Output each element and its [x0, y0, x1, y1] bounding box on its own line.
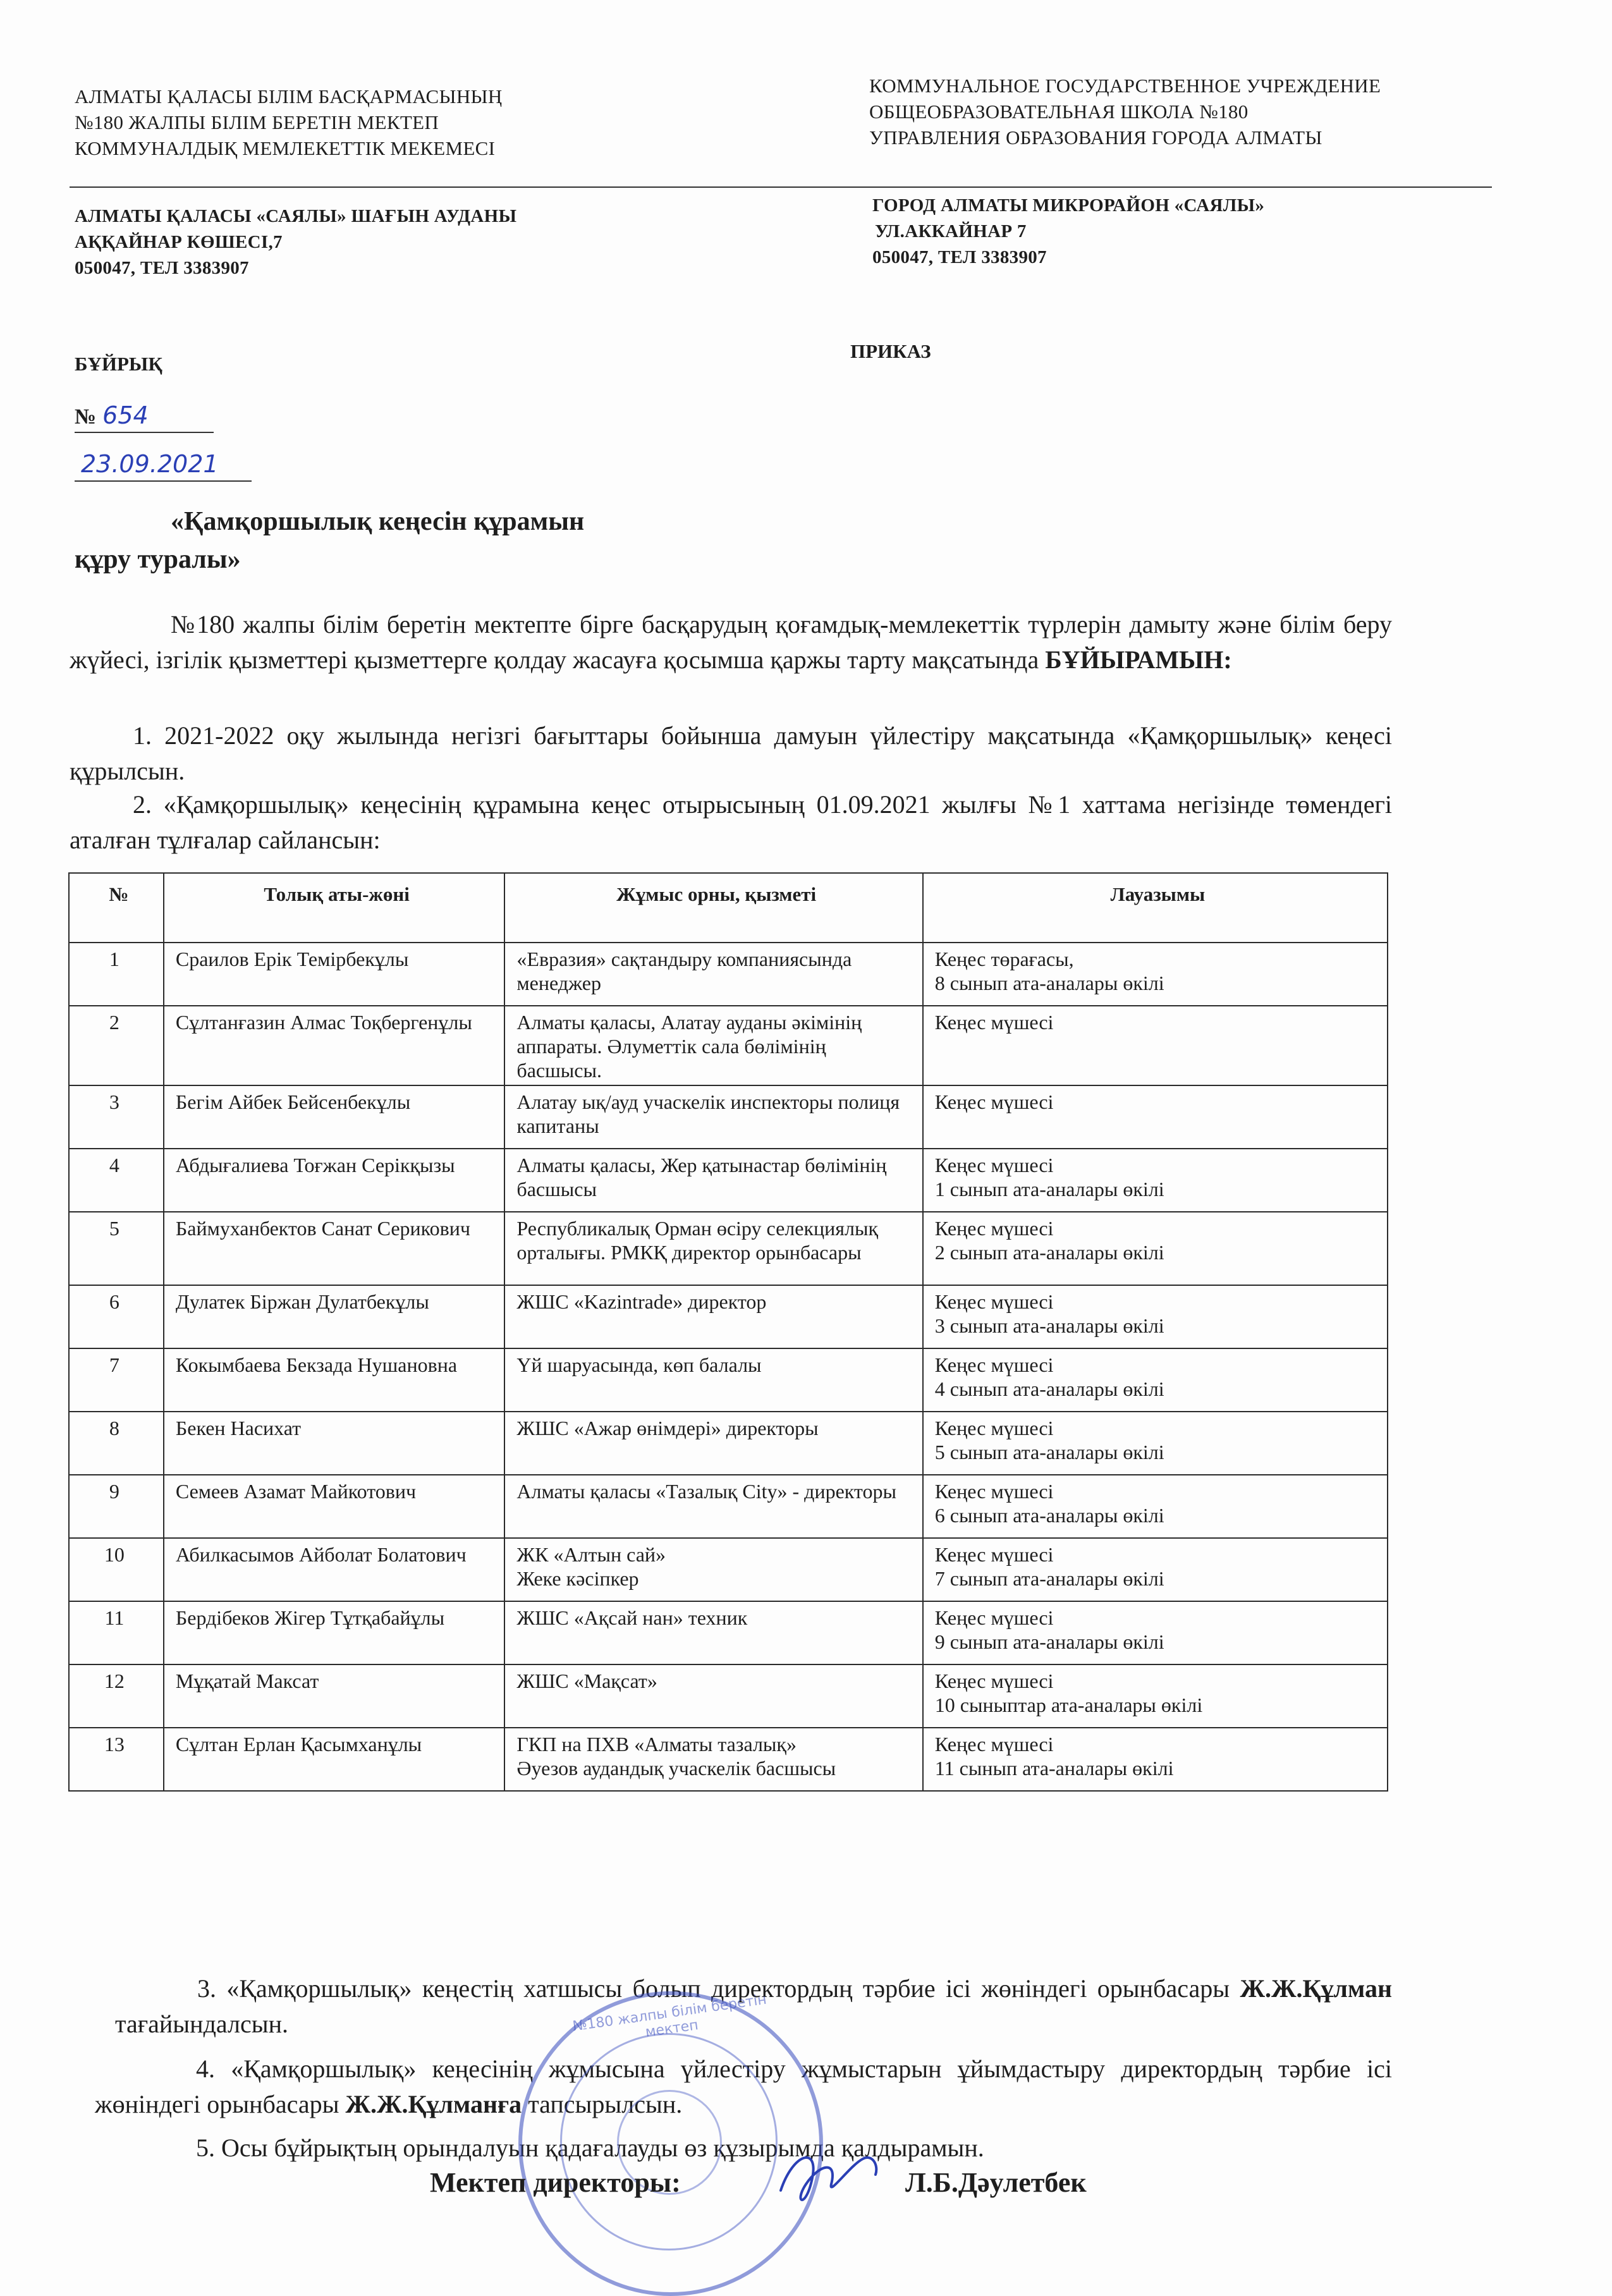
member-position: Кеңес мүшесі 11 сынып ата-аналары өкілі — [923, 1728, 1388, 1791]
member-workplace: ЖШС «Мақсат» — [504, 1664, 922, 1728]
table-row — [69, 1728, 1388, 1791]
row-number: 8 — [69, 1412, 164, 1475]
member-position: Кеңес мүшесі 5 сынып ата-аналары өкілі — [923, 1412, 1388, 1475]
address-right-line-3: 050047, ТЕЛ 3383907 — [872, 247, 1047, 267]
table-row — [69, 1006, 1388, 1085]
order-label-ru: ПРИКАЗ — [850, 340, 931, 362]
member-name: Мұқатай Максат — [164, 1664, 505, 1728]
header-right-line-1: КОММУНАЛЬНОЕ ГОСУДАРСТВЕННОЕ УЧРЕЖДЕНИЕ — [869, 75, 1381, 97]
member-workplace: ЖШС «Ажар өнімдері» директоры — [504, 1412, 922, 1475]
address-right — [872, 193, 1441, 271]
title-line-1: «Қамқоршылық кеңесін құрамын — [171, 507, 585, 536]
table-row — [69, 1348, 1388, 1412]
member-position: Кеңес мүшесі — [923, 1085, 1388, 1149]
member-name: Сұлтан Ерлан Қасымханұлы — [164, 1728, 505, 1791]
order-number — [75, 401, 214, 433]
table-row — [69, 1475, 1388, 1538]
members-table — [68, 872, 1388, 1792]
table-row — [69, 1149, 1388, 1212]
member-position: Кеңес мүшесі 10 сыныптар ата-аналары өкілі — [923, 1664, 1388, 1728]
member-workplace: Алматы қаласы, Жер қатынастар бөлімінің басшысы — [504, 1149, 922, 1212]
member-name: Сраилов Ерік Темірбекұлы — [164, 943, 505, 1006]
stamp-text: №180 жалпы білім беретін мектеп — [571, 1991, 768, 2041]
order-number-prefix: № — [75, 405, 97, 429]
row-number: 5 — [69, 1212, 164, 1285]
table-row — [69, 1664, 1388, 1728]
item-3-text: 3. «Қамқоршылық» кеңестің хатшысы болып директордың тәрбие ісі жөніндегі орынбасары — [197, 1974, 1230, 2003]
item-2: 2. «Қамқоршылық» кеңесінің құрамына кеңес отырысының 01.09.2021 жылғы №1 хаттама негізінде төмендегі аталған тұлғалар сайлансын: — [70, 790, 1392, 854]
document-title — [70, 503, 828, 578]
member-name: Дулатек Біржан Дулатбекұлы — [164, 1285, 505, 1348]
table-row — [69, 943, 1388, 1006]
member-position: Кеңес төрағасы, 8 сынып ата-аналары өкілі — [923, 943, 1388, 1006]
order-label-kz: БҰЙРЫҚ — [75, 353, 162, 375]
item-1: 1. 2021-2022 оқу жылында негізгі бағыттары бойынша дамуын үйлестіру мақсатында «Қамқоршылық» кеңесі құрылсын. — [70, 721, 1392, 785]
intro-paragraph — [70, 607, 1392, 678]
row-number: 9 — [69, 1475, 164, 1538]
item-5: 5. Осы бұйрықтың орындалуын қадағалауды өз құзырымда қалдырамын. — [196, 2134, 984, 2162]
header-left — [75, 83, 738, 161]
header-number: № — [69, 873, 164, 943]
order-date — [75, 450, 252, 482]
member-name: Бегім Айбек Бейсенбекұлы — [164, 1085, 505, 1149]
address-left — [75, 204, 738, 281]
table-row — [69, 1538, 1388, 1601]
member-workplace: ЖШС «Ақсай нан» техник — [504, 1601, 922, 1664]
intro-decree: БҰЙЫРАМЫН: — [1045, 645, 1232, 674]
row-number: 10 — [69, 1538, 164, 1601]
row-number: 7 — [69, 1348, 164, 1412]
address-left-line-1: АЛМАТЫ ҚАЛАСЫ «САЯЛЫ» ШАҒЫН АУДАНЫ — [75, 206, 517, 226]
member-position: Кеңес мүшесі — [923, 1006, 1388, 1085]
table-row — [69, 1085, 1388, 1149]
member-position: Кеңес мүшесі 6 сынып ата-аналары өкілі — [923, 1475, 1388, 1538]
member-position: Кеңес мүшесі 1 сынып ата-аналары өкілі — [923, 1149, 1388, 1212]
order-date-handwritten: 23.09.2021 — [81, 450, 219, 478]
row-number: 4 — [69, 1149, 164, 1212]
member-name: Семеев Азамат Майкотович — [164, 1475, 505, 1538]
row-number: 12 — [69, 1664, 164, 1728]
member-name: Абдығалиева Тоғжан Серікқызы — [164, 1149, 505, 1212]
member-name: Бердібеков Жігер Тұтқабайұлы — [164, 1601, 505, 1664]
table-row — [69, 1601, 1388, 1664]
row-number: 2 — [69, 1006, 164, 1085]
row-number: 13 — [69, 1728, 164, 1791]
table-row — [69, 1412, 1388, 1475]
item-3-name: Ж.Ж.Құлман — [1240, 1974, 1393, 2003]
order-number-handwritten: 654 — [102, 401, 149, 429]
address-right-line-1: ГОРОД АЛМАТЫ МИКРОРАЙОН «САЯЛЫ» — [872, 195, 1265, 216]
signature-title: Мектеп директоры: — [430, 2167, 681, 2198]
header-right — [869, 73, 1501, 150]
item-4-text: 4. «Қамқоршылық» кеңесінің жұмысына үйлестіру жұмыстарын ұйымдастыру директордың тәрбие ісі жөніндегі орынбасары — [95, 2055, 1392, 2118]
row-number: 3 — [69, 1085, 164, 1149]
member-position: Кеңес мүшесі 3 сынып ата-аналары өкілі — [923, 1285, 1388, 1348]
signature-name: Л.Б.Дәулетбек — [905, 2167, 1087, 2198]
title-line-2: құру туралы» — [75, 545, 241, 574]
intro-text: №180 жалпы білім беретін мектепте бірге басқарудың қоғамдық-мемлекеттік түрлерін дамыту және білім беру жүйесі, ізгілік қызметтері қызметтерге қолдау жасауға қосымша қаржы тарту мақсатында — [70, 610, 1392, 674]
member-position: Кеңес мүшесі 9 сынып ата-аналары өкілі — [923, 1601, 1388, 1664]
address-left-line-2: АҚҚАЙНАР КӨШЕСІ,7 — [75, 232, 283, 252]
row-number: 11 — [69, 1601, 164, 1664]
table-header-row — [69, 873, 1388, 943]
table-row — [69, 1285, 1388, 1348]
member-workplace: Алматы қаласы «Тазалық City» - директоры — [504, 1475, 922, 1538]
member-workplace: «Евразия» сақтандыру компаниясында менеджер — [504, 943, 922, 1006]
member-workplace: ЖШС «Kazintrade» директор — [504, 1285, 922, 1348]
member-workplace: ЖК «Алтын сай» Жеке кәсіпкер — [504, 1538, 922, 1601]
header-right-line-2: ОБЩЕОБРАЗОВАТЕЛЬНАЯ ШКОЛА №180 — [869, 101, 1249, 123]
member-workplace: Алатау ық/ауд учаскелік инспекторы полиця капитаны — [504, 1085, 922, 1149]
member-workplace: Алматы қаласы, Алатау ауданы әкімінің аппараты. Әлуметтік сала бөлімінің басшысы. — [504, 1006, 922, 1085]
member-workplace: ГКП на ПХВ «Алматы тазалық» Әуезов аудандық учаскелік басшысы — [504, 1728, 922, 1791]
table-body — [69, 943, 1388, 1791]
header-right-line-3: УПРАВЛЕНИЯ ОБРАЗОВАНИЯ ГОРОДА АЛМАТЫ — [869, 126, 1322, 149]
row-number: 6 — [69, 1285, 164, 1348]
member-workplace: Үй шаруасында, көп балалы — [504, 1348, 922, 1412]
header-position: Лауазымы — [923, 873, 1388, 943]
signature-scribble — [768, 2140, 888, 2209]
row-number: 1 — [69, 943, 164, 1006]
address-left-line-3: 050047, ТЕЛ 3383907 — [75, 258, 249, 278]
item-4-end: тапсырылсын. — [528, 2090, 683, 2118]
header-left-line-1: АЛМАТЫ ҚАЛАСЫ БІЛІМ БАСҚАРМАСЫНЫҢ — [75, 85, 503, 107]
header-left-line-3: КОММУНАЛДЫҚ МЕМЛЕКЕТТІК МЕКЕМЕСІ — [75, 137, 496, 159]
member-name: Абилкасымов Айболат Болатович — [164, 1538, 505, 1601]
member-name: Бекен Насихат — [164, 1412, 505, 1475]
header-full-name: Толық аты-жөні — [164, 873, 505, 943]
item-3-end: тағайындалсын. — [115, 2010, 289, 2038]
header-divider — [70, 186, 1492, 188]
member-position: Кеңес мүшесі 2 сынып ата-аналары өкілі — [923, 1212, 1388, 1285]
header-left-line-2: №180 ЖАЛПЫ БІЛІМ БЕРЕТІН МЕКТЕП — [75, 111, 439, 133]
member-name: Кокымбаева Бекзада Нушановна — [164, 1348, 505, 1412]
header-workplace: Жұмыс орны, қызметі — [504, 873, 922, 943]
member-position: Кеңес мүшесі 7 сынып ата-аналары өкілі — [923, 1538, 1388, 1601]
member-name: Баймуханбектов Санат Серикович — [164, 1212, 505, 1285]
member-name: Сұлтанғазин Алмас Тоқбергенұлы — [164, 1006, 505, 1085]
member-workplace: Республикалық Орман өсіру селекциялық орталығы. РМКҚ директор орынбасары — [504, 1212, 922, 1285]
item-4-name: Ж.Ж.Құлманға — [345, 2090, 522, 2118]
member-position: Кеңес мүшесі 4 сынып ата-аналары өкілі — [923, 1348, 1388, 1412]
address-right-line-2: УЛ.АККАЙНАР 7 — [875, 221, 1027, 241]
table-row — [69, 1212, 1388, 1285]
